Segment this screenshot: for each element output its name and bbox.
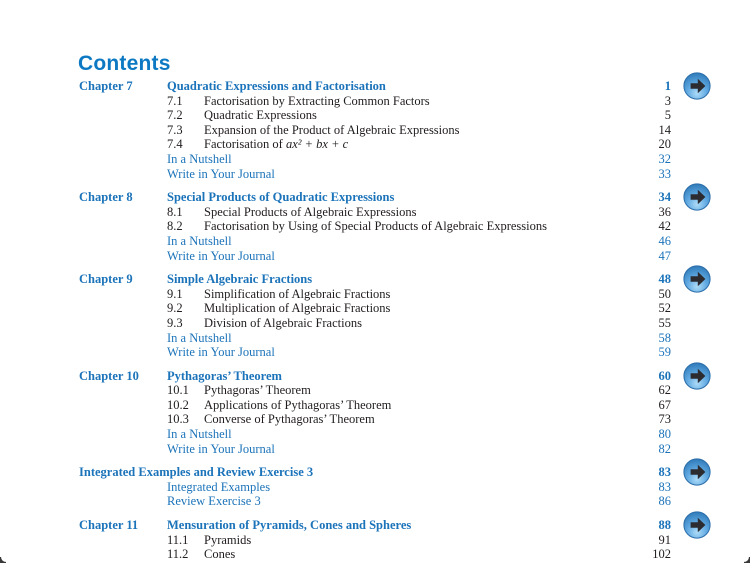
section-page-number: 42 [658,219,671,234]
chapter-11-heading-row[interactable] [79,518,671,533]
section-number: 11.1 [167,532,189,547]
right-arrow-icon [683,183,711,211]
section-title: Multiplication of Algebraic Fractions [204,301,391,316]
section-number: 10.3 [167,412,189,427]
toc-block-chapter-8 [79,190,671,263]
section-number: 7.4 [167,137,183,152]
toc-block-integrated-examples [79,465,671,509]
section-title: Applications of Pythagoras’ Theorem [204,397,392,412]
section-page-number: 5 [664,108,671,123]
chapter-page-number: 83 [658,465,671,480]
review-exercise-link: Review Exercise 3 [167,494,261,509]
toc-section-row[interactable] [167,287,671,302]
right-arrow-icon [683,458,711,486]
nutshell-link: In a Nutshell [167,151,232,166]
toc-nutshell-row[interactable] [167,234,671,249]
section-page-number: 58 [658,330,671,345]
chapter-10-rows [167,383,671,456]
section-title-text: Factorisation of [204,137,286,152]
toc-section-row[interactable] [167,137,671,152]
section-page-number: 46 [658,233,671,248]
section-title: Pythagoras’ Theorem [204,383,311,398]
chapter-7-heading-row[interactable] [79,79,671,94]
toc-journal-row[interactable] [167,249,671,264]
chapter-8-heading-row[interactable] [79,190,671,205]
toc-section-row[interactable] [167,533,671,548]
chapter-page-number: 60 [658,368,671,383]
section-page-number: 55 [658,315,671,330]
toc-section-row[interactable] [167,412,671,427]
section-group-title: Integrated Examples and Review Exercise 3 [79,465,314,480]
section-number: 10.2 [167,397,189,412]
section-title: Simplification of Algebraic Fractions [204,286,391,301]
section-number: 9.1 [167,286,183,301]
chapter-11-rows [167,533,671,562]
section-page-number: 73 [658,412,671,427]
window-corner-bottom-left [0,557,6,563]
chapter-8-jump-button[interactable] [683,183,711,211]
section-page-number: 36 [658,204,671,219]
integrated-examples-jump-button[interactable] [683,458,711,486]
chapter-11-jump-button[interactable] [683,511,711,539]
toc-integrated-examples-row[interactable] [167,480,671,495]
section-page-number: 3 [664,93,671,108]
right-arrow-icon [683,362,711,390]
toc-section-row[interactable] [167,383,671,398]
section-page-number: 33 [658,166,671,181]
section-title: Pyramids [204,532,252,547]
section-title: Special Products of Algebraic Expressions [204,204,417,219]
toc-block-chapter-10 [79,369,671,457]
chapter-9-heading-row[interactable] [79,272,671,287]
page-title: Contents [78,52,171,75]
chapter-label: Chapter 7 [79,79,133,93]
section-title-math: ax² + bx + c [285,137,349,152]
window-corner-bottom-right [744,557,750,563]
toc-section-row[interactable] [167,301,671,316]
section-page-number: 83 [658,479,671,494]
chapter-10-heading-row[interactable] [79,369,671,384]
nutshell-link: In a Nutshell [167,330,232,345]
integrated-examples-rows [167,480,671,509]
section-page-number: 86 [658,494,671,509]
chapter-title: Quadratic Expressions and Factorisation [167,79,386,93]
table-of-contents [79,79,671,563]
chapter-label: Chapter 8 [79,190,133,205]
toc-journal-row[interactable] [167,345,671,360]
section-number: 7.1 [167,93,183,108]
toc-review-exercise-row[interactable] [167,494,671,509]
chapter-label: Chapter 10 [79,368,139,383]
nutshell-link: In a Nutshell [167,233,232,248]
chapter-page-number: 88 [658,518,671,533]
toc-nutshell-row[interactable] [167,152,671,167]
chapter-8-rows [167,205,671,263]
section-title: Factorisation by Extracting Common Factors [204,93,430,108]
chapter-page-number: 1 [664,79,671,93]
section-page-number: 50 [658,286,671,301]
section-number: 8.1 [167,204,183,219]
section-number: 8.2 [167,219,183,234]
toc-nutshell-row[interactable] [167,331,671,346]
chapter-title: Simple Algebraic Fractions [167,272,313,287]
toc-section-row[interactable] [167,94,671,109]
toc-journal-row[interactable] [167,167,671,182]
toc-section-row[interactable] [167,398,671,413]
section-title: Quadratic Expressions [204,108,317,123]
section-page-number: 91 [658,532,671,547]
toc-block-chapter-7 [79,79,671,181]
section-page-number: 67 [658,397,671,412]
toc-section-row[interactable] [167,205,671,220]
journal-link: Write in Your Journal [167,345,275,360]
section-title [204,137,631,152]
chapter-9-jump-button[interactable] [683,265,711,293]
chapter-title: Mensuration of Pyramids, Cones and Spheres [167,518,412,533]
section-number: 9.3 [167,315,183,330]
chapter-7-jump-button[interactable] [683,72,711,100]
toc-section-row[interactable] [167,316,671,331]
chapter-title: Special Products of Quadratic Expressions [167,190,395,205]
toc-nutshell-row[interactable] [167,427,671,442]
section-title: Division of Algebraic Fractions [204,315,362,330]
chapter-label: Chapter 9 [79,272,133,287]
toc-block-chapter-11 [79,518,671,562]
section-page-number: 52 [658,301,671,316]
section-title: Converse of Pythagoras’ Theorem [204,412,375,427]
section-number: 7.3 [167,122,183,137]
toc-section-row[interactable] [167,547,671,562]
chapter-label: Chapter 11 [79,518,139,533]
section-page-number: 14 [658,122,671,137]
section-title: Cones [204,547,236,562]
chapter-title: Pythagoras’ Theorem [167,368,282,383]
nutshell-link: In a Nutshell [167,427,232,442]
toc-journal-row[interactable] [167,442,671,457]
section-page-number: 82 [658,441,671,456]
section-page-number: 20 [658,137,671,152]
section-number: 9.2 [167,301,183,316]
right-arrow-icon [683,72,711,100]
integrated-examples-link: Integrated Examples [167,479,271,494]
chapter-page-number: 48 [658,272,671,287]
section-page-number: 62 [658,383,671,398]
integrated-examples-heading-row[interactable] [79,465,671,480]
section-page-number: 59 [658,345,671,360]
journal-link: Write in Your Journal [167,166,275,181]
section-page-number: 32 [658,151,671,166]
section-title: Expansion of the Product of Algebraic Expressions [204,122,460,137]
right-arrow-icon [683,265,711,293]
journal-link: Write in Your Journal [167,248,275,263]
chapter-7-rows [167,94,671,182]
journal-link: Write in Your Journal [167,441,275,456]
right-arrow-icon [683,511,711,539]
toc-section-row[interactable] [167,219,671,234]
toc-block-chapter-9 [79,272,671,360]
section-page-number: 47 [658,248,671,263]
toc-section-row[interactable] [167,123,671,138]
chapter-10-jump-button[interactable] [683,362,711,390]
section-page-number: 102 [652,547,671,562]
section-number: 10.1 [167,383,189,398]
toc-section-row[interactable] [167,108,671,123]
section-title: Factorisation by Using of Special Products of Algebraic Expressions [204,219,547,234]
section-number: 11.2 [167,547,189,562]
section-number: 7.2 [167,108,183,123]
chapter-page-number: 34 [658,190,671,205]
section-page-number: 80 [658,427,671,442]
chapter-9-rows [167,287,671,360]
